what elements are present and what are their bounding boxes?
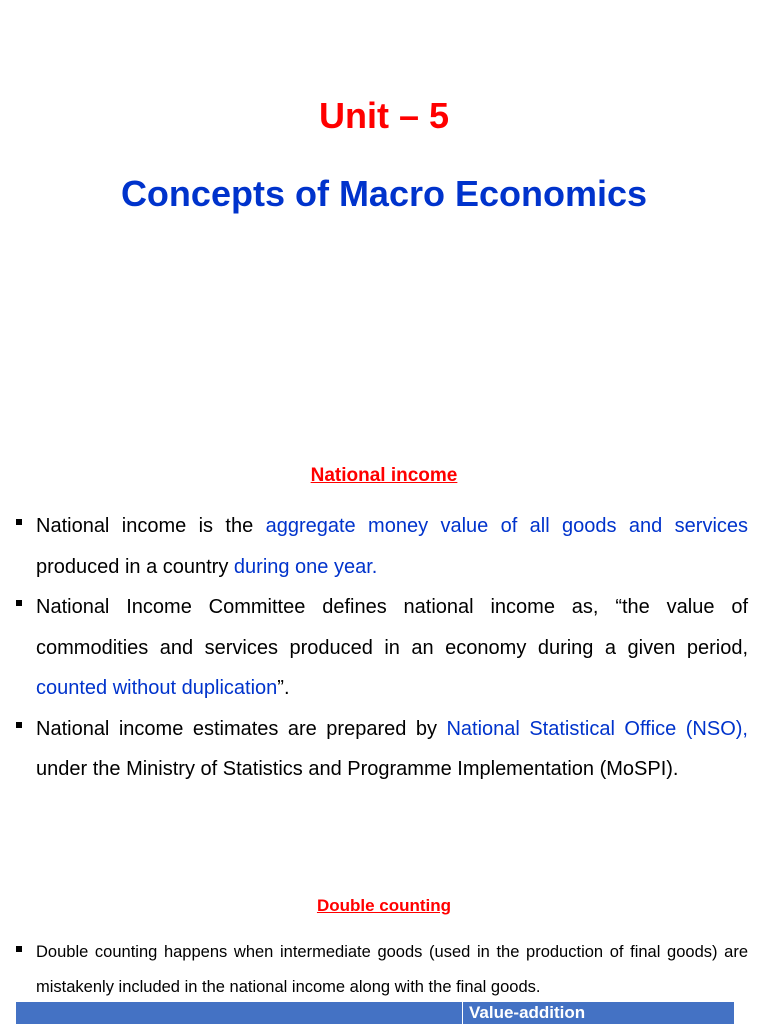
bullet-item: Double counting happens when intermediate goods (used in the production of final goods) are mistakenly included in the national income along with the final goods. [14, 935, 748, 1005]
bullet-marker-icon [16, 519, 22, 525]
unit-title: Unit – 5 [318, 95, 450, 136]
bullet-item: National income estimates are prepared by National Statistical Office (NSO), under the Ministry of Statistics and Programme Implementation (MoSPI). [14, 709, 748, 790]
bullet-marker-icon [16, 722, 22, 728]
page-title: Concepts of Macro Economics [120, 173, 648, 214]
highlight-text: during one year. [233, 555, 378, 578]
double-counting-bullets [14, 935, 748, 1005]
national-income-bullets [14, 506, 748, 790]
bullet-item: National income is the aggregate money value of all goods and services produced in a country during one year. [14, 506, 748, 587]
bullet-marker-icon [16, 600, 22, 606]
value-addition-table-header [16, 1002, 734, 1024]
national-income-heading: National income [310, 465, 458, 486]
table-header-cell [16, 1002, 463, 1024]
highlight-text: counted without duplication [36, 677, 278, 699]
double-counting-heading: Double counting [316, 896, 452, 915]
bullet-marker-icon [16, 946, 22, 952]
highlight-text: National Statistical Office (NSO), [446, 717, 748, 740]
bullet-item: National Income Committee defines national income as, “the value of commodities and services produced in an economy during a given period, counted without duplication”. [14, 587, 748, 709]
highlight-text: aggregate money value of all goods and services [265, 515, 749, 537]
table-header-cell: Value-addition [469, 1003, 586, 1022]
